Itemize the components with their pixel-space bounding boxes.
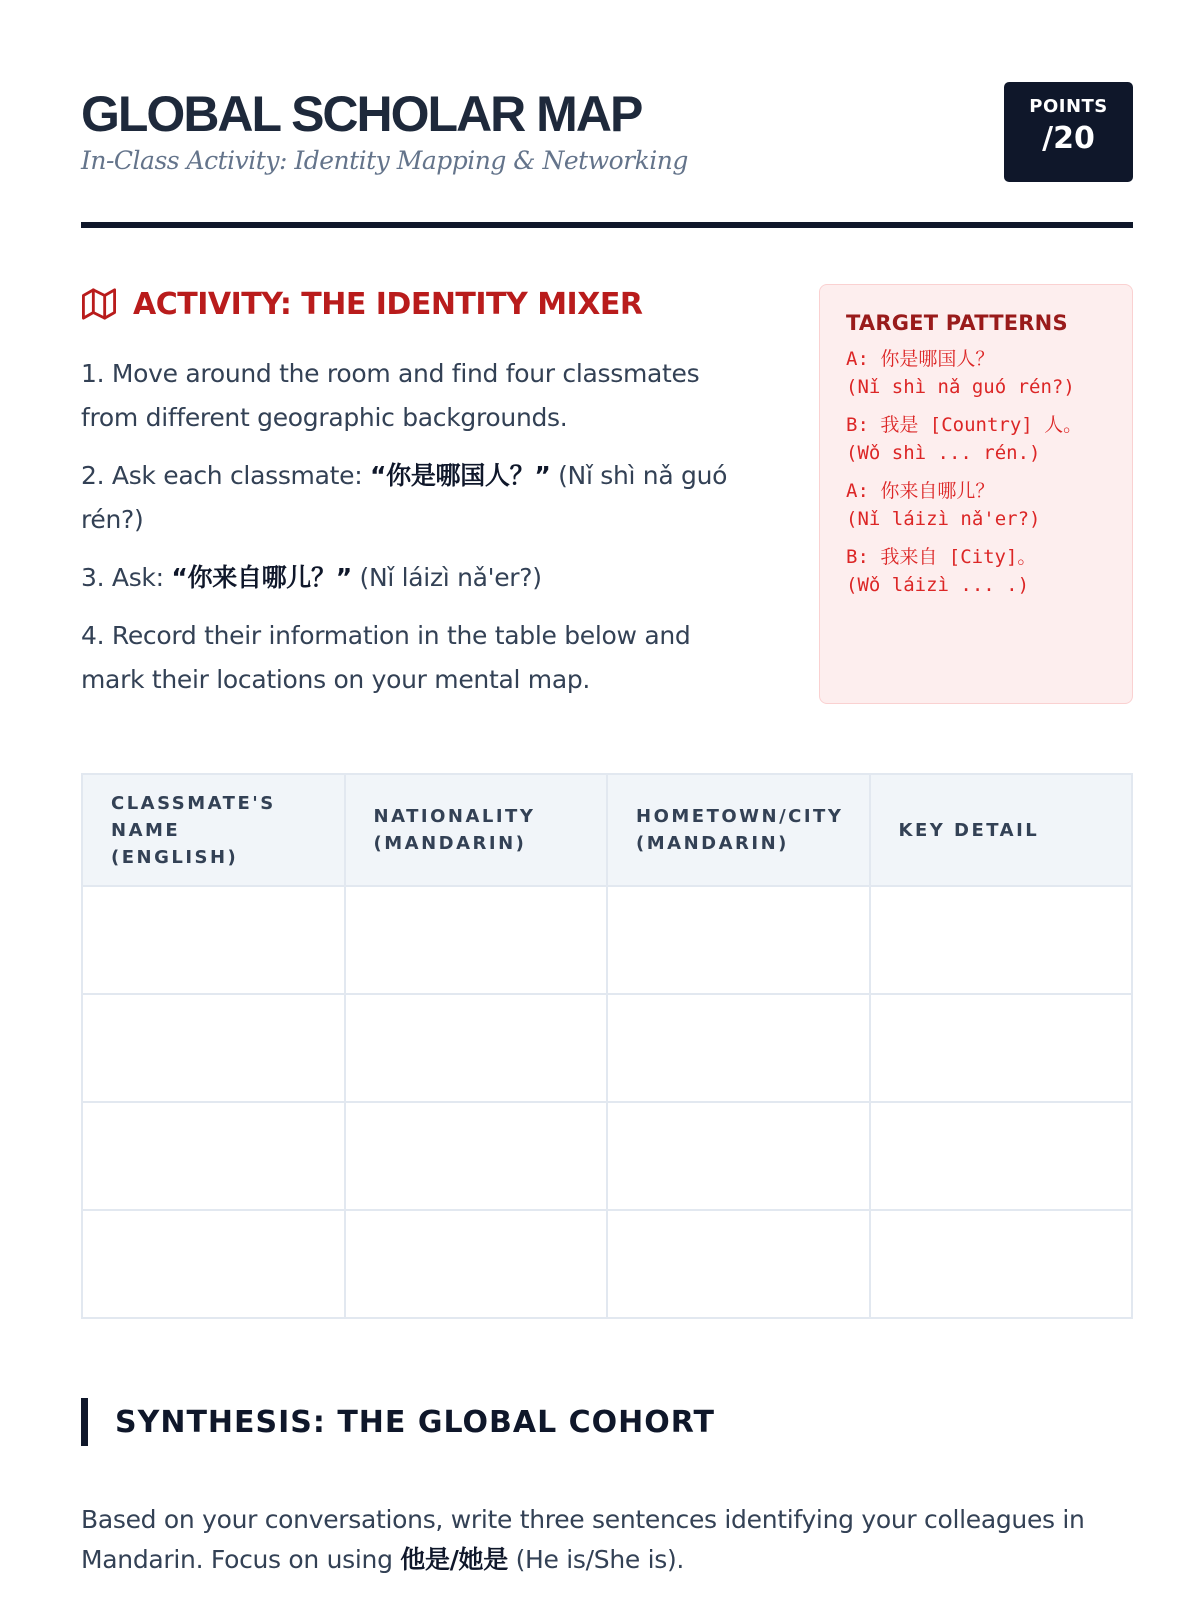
table-cell[interactable] (870, 886, 1133, 994)
synthesis-instructions: Based on your conversations, write three sentences identifying your colleagues in Mandarin. Focus on using 他是/她是 (He is/She is). (81, 1505, 1085, 1574)
activity-heading (81, 284, 761, 324)
table-header-row (82, 774, 1132, 886)
table-cell[interactable] (607, 1210, 870, 1318)
table-cell[interactable] (345, 1102, 608, 1210)
step-pinyin: (Nǐ láizì nǎ'er?) (351, 563, 542, 592)
patterns-title: TARGET PATTERNS (846, 311, 1068, 335)
activity-title: ACTIVITY: THE IDENTITY MIXER (133, 286, 643, 322)
table-cell[interactable] (870, 1210, 1133, 1318)
step-text: 3. Ask: (81, 563, 172, 592)
pattern-pinyin: (Wǒ shì ... rén.) (846, 442, 1041, 464)
worksheet-page (81, 0, 1133, 1600)
table-cell[interactable] (870, 1102, 1133, 1210)
step-question: “你是哪国人？” (369, 461, 551, 490)
points-value: /20 (1042, 121, 1095, 156)
pattern-item (846, 477, 1106, 533)
pattern-item (846, 345, 1106, 401)
points-badge (1004, 82, 1133, 182)
table-cell[interactable] (82, 1102, 345, 1210)
step-item (81, 556, 761, 600)
step-item (81, 454, 761, 542)
col-header-key-detail: KEY DETAIL (870, 774, 1133, 886)
step-text: 2. Ask each classmate: (81, 461, 370, 490)
points-label: POINTS (1029, 96, 1108, 117)
pattern-pinyin: (Nǐ shì nǎ guó rén?) (846, 376, 1075, 398)
table-cell[interactable] (82, 994, 345, 1102)
table-cell[interactable] (607, 886, 870, 994)
synthesis-title: SYNTHESIS: THE GLOBAL COHORT (115, 1404, 715, 1440)
table-cell[interactable] (870, 994, 1133, 1102)
classmates-table (81, 773, 1133, 1319)
pattern-pinyin: (Nǐ láizì nǎ'er?) (846, 508, 1041, 530)
col-header-hometown: HOMETOWN/CITY (MANDARIN) (607, 774, 870, 886)
table-row (82, 886, 1132, 994)
table-cell[interactable] (82, 886, 345, 994)
synthesis-pattern: 他是/她是 (400, 1545, 508, 1574)
table-row (82, 1102, 1132, 1210)
pattern-hanzi: A: 你来自哪儿？ (846, 480, 995, 502)
header (81, 80, 1133, 228)
table-row (82, 994, 1132, 1102)
table-cell[interactable] (345, 886, 608, 994)
step-text: 4. Record their information in the table below and mark their locations on your mental map. (81, 621, 691, 694)
activity-steps (81, 352, 761, 702)
activity-section (81, 284, 761, 716)
table-cell[interactable] (607, 994, 870, 1102)
pattern-pinyin: (Wǒ láizì ... .) (846, 574, 1030, 596)
table-cell[interactable] (82, 1210, 345, 1318)
page-subtitle: In-Class Activity: Identity Mapping & Networking (81, 146, 688, 175)
pattern-hanzi: A: 你是哪国人？ (846, 348, 995, 370)
col-header-nationality: NATIONALITY (MANDARIN) (345, 774, 608, 886)
map-icon (81, 287, 117, 321)
table-cell[interactable] (607, 1102, 870, 1210)
step-item (81, 614, 761, 702)
target-patterns-box (819, 284, 1133, 704)
table-cell[interactable] (345, 1210, 608, 1318)
table-cell[interactable] (345, 994, 608, 1102)
step-pinyin: (Nǐ shì nǎ guó rén?) (81, 461, 728, 534)
step-item (81, 352, 761, 440)
col-header-name: CLASSMATE'S NAME (ENGLISH) (82, 774, 345, 886)
page-title: GLOBAL SCHOLAR MAP (81, 86, 642, 142)
pattern-hanzi: B: 我是 [Country] 人。 (846, 414, 1083, 436)
table-row (82, 1210, 1132, 1318)
step-text: 1. Move around the room and find four classmates from different geographic backgrounds. (81, 359, 700, 432)
pattern-item (846, 411, 1106, 467)
step-question: “你来自哪儿？” (171, 563, 352, 592)
pattern-hanzi: B: 我来自 [City]。 (846, 546, 1037, 568)
synthesis-heading (81, 1398, 715, 1446)
pattern-item (846, 543, 1106, 599)
